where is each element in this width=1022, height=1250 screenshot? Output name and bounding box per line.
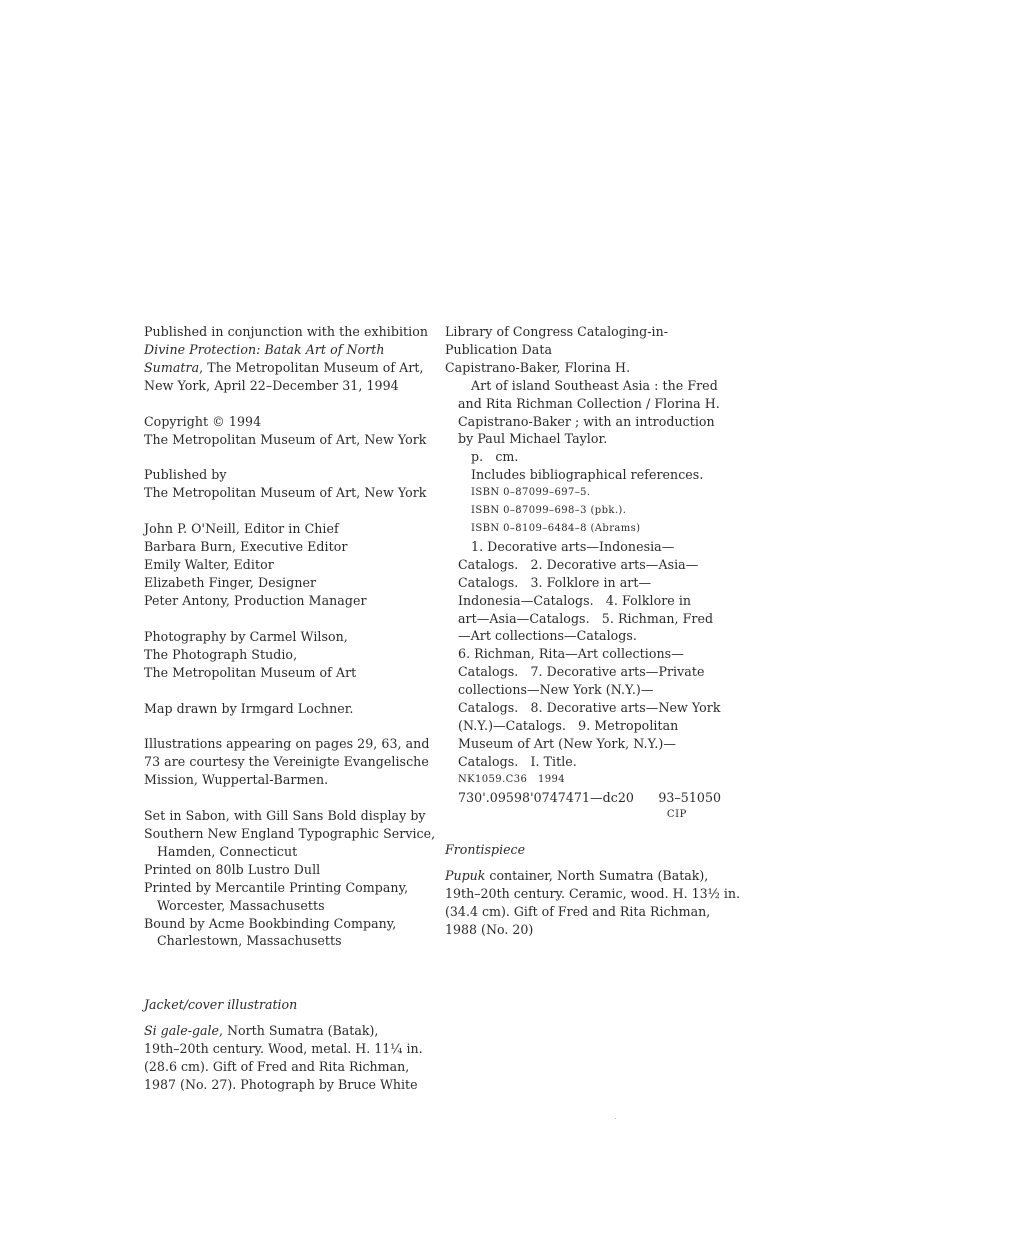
cip-title: and Rita Richman Collection / Florina H.: [458, 395, 720, 411]
cip-author: Capistrano-Baker, Florina H.: [445, 359, 631, 375]
production-line: Printed by Mercantile Printing Company,: [144, 879, 409, 895]
map-credit: [144, 700, 434, 718]
jacket-line: 19th–20th century. Wood, metal. H. 11¼ in.: [144, 1040, 423, 1056]
jacket-line: (28.6 cm). Gift of Fred and Rita Richman,: [144, 1058, 410, 1074]
frontispiece-line: 19th–20th century. Ceramic, wood. H. 13½ in.: [445, 885, 740, 901]
publisher-label: Published by: [144, 467, 227, 483]
cip-title: Capistrano-Baker ; with an introduction: [458, 413, 715, 429]
copyright-note: [144, 413, 434, 449]
left-column: [144, 323, 434, 968]
staff-credit: Emily Walter, Editor: [144, 557, 274, 573]
production-line: Bound by Acme Bookbinding Company,: [144, 915, 397, 931]
cip-subject: Catalogs. 3. Folklore in art—: [458, 574, 652, 590]
copyright-holder: The Metropolitan Museum of Art, New York: [144, 431, 427, 447]
cip-subject: Museum of Art (New York, N.Y.)—: [458, 735, 676, 751]
production-line: Charlestown, Massachusetts: [157, 933, 342, 949]
cip-subject: Catalogs. 2. Decorative arts—Asia—: [458, 556, 699, 572]
cip-physical: p. cm.: [471, 449, 519, 465]
frontispiece-object-desc: container, North Sumatra (Batak),: [485, 867, 709, 883]
production-line: Set in Sabon, with Gill Sans Bold display by: [144, 808, 426, 824]
cip-call-number: NK1059.C36 1994: [458, 773, 566, 785]
photography-line: The Photograph Studio,: [144, 646, 298, 662]
cip-subject: Catalogs. 7. Decorative arts—Private: [458, 664, 705, 680]
photography-credit: [144, 628, 434, 682]
cip-subject: 6. Richman, Rita—Art collections—: [458, 646, 684, 662]
exhibition-line: Published in conjunction with the exhibition: [144, 324, 429, 339]
cip-subject: 1. Decorative arts—Indonesia—: [471, 538, 675, 554]
staff-credits: [144, 520, 434, 610]
illustrations-line: 73 are courtesy the Vereinigte Evangelische: [144, 754, 429, 770]
jacket-heading: Jacket/cover illustration: [144, 997, 298, 1012]
exhibition-title: Sumatra: [144, 359, 200, 375]
cip-subject: Indonesia—Catalogs. 4. Folklore in: [458, 592, 692, 608]
production-credits: [144, 807, 434, 950]
cip-title: by Paul Michael Taylor.: [458, 431, 608, 447]
illustrations-line: Mission, Wuppertal-Barmen.: [144, 772, 329, 788]
cip-subject: Catalogs. I. Title.: [458, 753, 577, 769]
production-line: Southern New England Typographic Service,: [144, 826, 436, 842]
frontispiece-heading: Frontispiece: [445, 842, 526, 857]
scan-speck: [615, 1118, 616, 1119]
jacket-object-desc: , North Sumatra (Batak),: [219, 1022, 379, 1038]
copyright-year: Copyright © 1994: [144, 413, 262, 429]
cip-subject: —Art collections—Catalogs.: [458, 628, 637, 644]
exhibition-dates: New York, April 22–December 31, 1994: [144, 377, 399, 393]
cip-subject: art—Asia—Catalogs. 5. Richman, Fred: [458, 610, 714, 626]
frontispiece-object-title: Pupuk: [445, 867, 486, 883]
cip-title: Art of island Southeast Asia : the Fred: [471, 377, 718, 393]
frontispiece-line: (34.4 cm). Gift of Fred and Rita Richman,: [445, 903, 711, 919]
cip-isbn: ISBN 0–8109–6484–8 (Abrams): [471, 522, 641, 534]
frontispiece-caption: [445, 841, 740, 939]
production-line: Worcester, Massachusetts: [157, 897, 325, 913]
map-line: Map drawn by Irmgard Lochner.: [144, 700, 354, 716]
photography-line: Photography by Carmel Wilson,: [144, 628, 348, 644]
cip-isbn: ISBN 0–87099–697–5.: [471, 487, 591, 499]
illustrations-credit: [144, 735, 434, 789]
exhibition-line: [144, 359, 434, 377]
publisher-name: The Metropolitan Museum of Art, New York: [144, 485, 427, 501]
cip-subject: (N.Y.)—Catalogs. 9. Metropolitan: [458, 717, 679, 733]
jacket-caption: [144, 996, 434, 1094]
exhibition-venue: , The Metropolitan Museum of Art,: [199, 359, 424, 375]
illustrations-line: Illustrations appearing on pages 29, 63, and: [144, 736, 430, 752]
cip-isbn: ISBN 0–87099–698–3 (pbk.).: [471, 505, 627, 517]
cip-label: CIP: [666, 809, 687, 821]
cip-line: Library of Congress Cataloging-in-: [445, 324, 669, 339]
production-line: Hamden, Connecticut: [157, 843, 298, 859]
staff-credit: Elizabeth Finger, Designer: [144, 574, 317, 590]
jacket-line: [144, 1022, 434, 1040]
cip-data-block: [445, 323, 725, 824]
production-line: Printed on 80lb Lustro Dull: [144, 861, 321, 877]
jacket-line: 1987 (No. 27). Photograph by Bruce White: [144, 1076, 418, 1092]
staff-credit: Barbara Burn, Executive Editor: [144, 539, 348, 555]
cip-notes: Includes bibliographical references.: [471, 467, 704, 483]
staff-credit: Peter Antony, Production Manager: [144, 592, 367, 608]
cip-subject: collections—New York (N.Y.)—: [458, 682, 654, 698]
staff-credit: John P. O'Neill, Editor in Chief: [144, 521, 339, 537]
cip-line: Publication Data: [445, 341, 553, 357]
publisher-note: [144, 466, 434, 502]
exhibition-note: [144, 323, 434, 395]
frontispiece-line: 1988 (No. 20): [445, 921, 534, 937]
cip-subject: Catalogs. 8. Decorative arts—New York: [458, 700, 721, 716]
jacket-object-title: Si gale-gale: [144, 1022, 220, 1038]
exhibition-title: Divine Protection: Batak Art of North: [144, 341, 385, 357]
cip-dewey: 730'.09598'0747471—dc20 93–51050: [458, 789, 722, 805]
frontispiece-line: [445, 867, 725, 885]
photography-line: The Metropolitan Museum of Art: [144, 664, 357, 680]
